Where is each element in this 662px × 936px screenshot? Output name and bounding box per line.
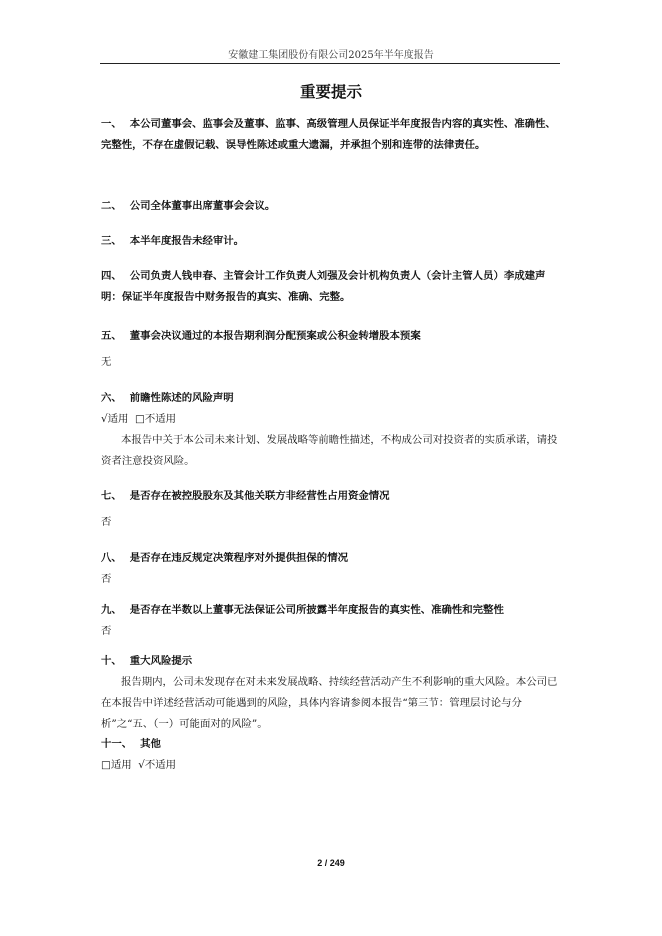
section-text: 本公司董事会、监事会及董事、监事、高级管理人员保证半年度报告内容的真实性、准确性、完整性，不存在虚假记载、误导性陈述或重大遗漏，并承担个别和连带的法律责任。 [101, 118, 556, 151]
section-8 [101, 548, 563, 569]
section-9 [101, 600, 563, 621]
section-number: 四、 [101, 270, 122, 282]
section-number: 二、 [101, 200, 122, 212]
section-text: 是否存在半数以上董事无法保证公司所披露半年度报告的真实性、准确性和完整性 [129, 604, 504, 616]
section-text: 公司全体董事出席董事会会议。 [129, 200, 276, 212]
page-title: 重要提示 [299, 82, 362, 101]
section-text: 前瞻性陈述的风险声明 [129, 392, 234, 404]
section-6 [101, 388, 563, 409]
section-2 [101, 196, 563, 217]
header-rule [100, 63, 560, 64]
section-6-body: 本报告中关于本公司未来计划、发展战略等前瞻性描述，不构成公司对投资者的实质承诺，请投资者注意投资风险。 [101, 434, 558, 467]
section-number: 八、 [101, 552, 122, 564]
section-1 [101, 114, 563, 156]
section-number: 三、 [101, 235, 122, 247]
section-text: 本半年度报告未经审计。 [129, 235, 245, 247]
section-text: 是否存在违反规定决策程序对外提供担保的情况 [129, 552, 348, 564]
section-9-answer: 否 [101, 625, 112, 637]
section-number: 一、 [101, 118, 122, 130]
section-5-answer: 无 [101, 356, 112, 368]
section-text: 是否存在被控股股东及其他关联方非经营性占用资金情况 [129, 490, 390, 502]
section-5 [101, 326, 563, 347]
section-11 [101, 734, 563, 755]
section-8-answer: 否 [101, 573, 112, 585]
section-text: 其他 [140, 738, 161, 750]
section-10 [101, 651, 563, 672]
running-header: 安徽建工集团股份有限公司2025年半年度报告 [228, 50, 434, 61]
section-3 [101, 231, 563, 252]
section-7 [101, 486, 563, 507]
page-number: 2 / 249 [317, 858, 345, 868]
section-number: 七、 [101, 490, 122, 502]
section-number: 十、 [101, 655, 122, 667]
section-number: 十一、 [101, 738, 133, 750]
section-10-body: 报告期内，公司未发现存在对未来发展战略、持续经营活动产生不利影响的重大风险。本公司已在本报告中详述经营活动可能遇到的风险，具体内容请参阅本报告“第三节：管理层讨论与分析”之“五、（一）可能面对的风险”。 [101, 676, 558, 730]
section-text: 重大风险提示 [129, 655, 193, 667]
section-4 [101, 266, 563, 308]
section-6-applicability: √适用 □不适用 [101, 413, 176, 425]
section-11-applicability: □适用 √不适用 [101, 759, 176, 771]
section-text: 董事会决议通过的本报告期利润分配预案或公积金转增股本预案 [129, 330, 421, 342]
section-number: 六、 [101, 392, 122, 404]
section-number: 九、 [101, 604, 122, 616]
section-7-answer: 否 [101, 516, 112, 528]
section-text: 公司负责人钱申春、主管会计工作负责人刘强及会计机构负责人（会计主管人员）李成建声明：保证半年度报告中财务报告的真实、准确、完整。 [101, 270, 546, 303]
section-number: 五、 [101, 330, 122, 342]
